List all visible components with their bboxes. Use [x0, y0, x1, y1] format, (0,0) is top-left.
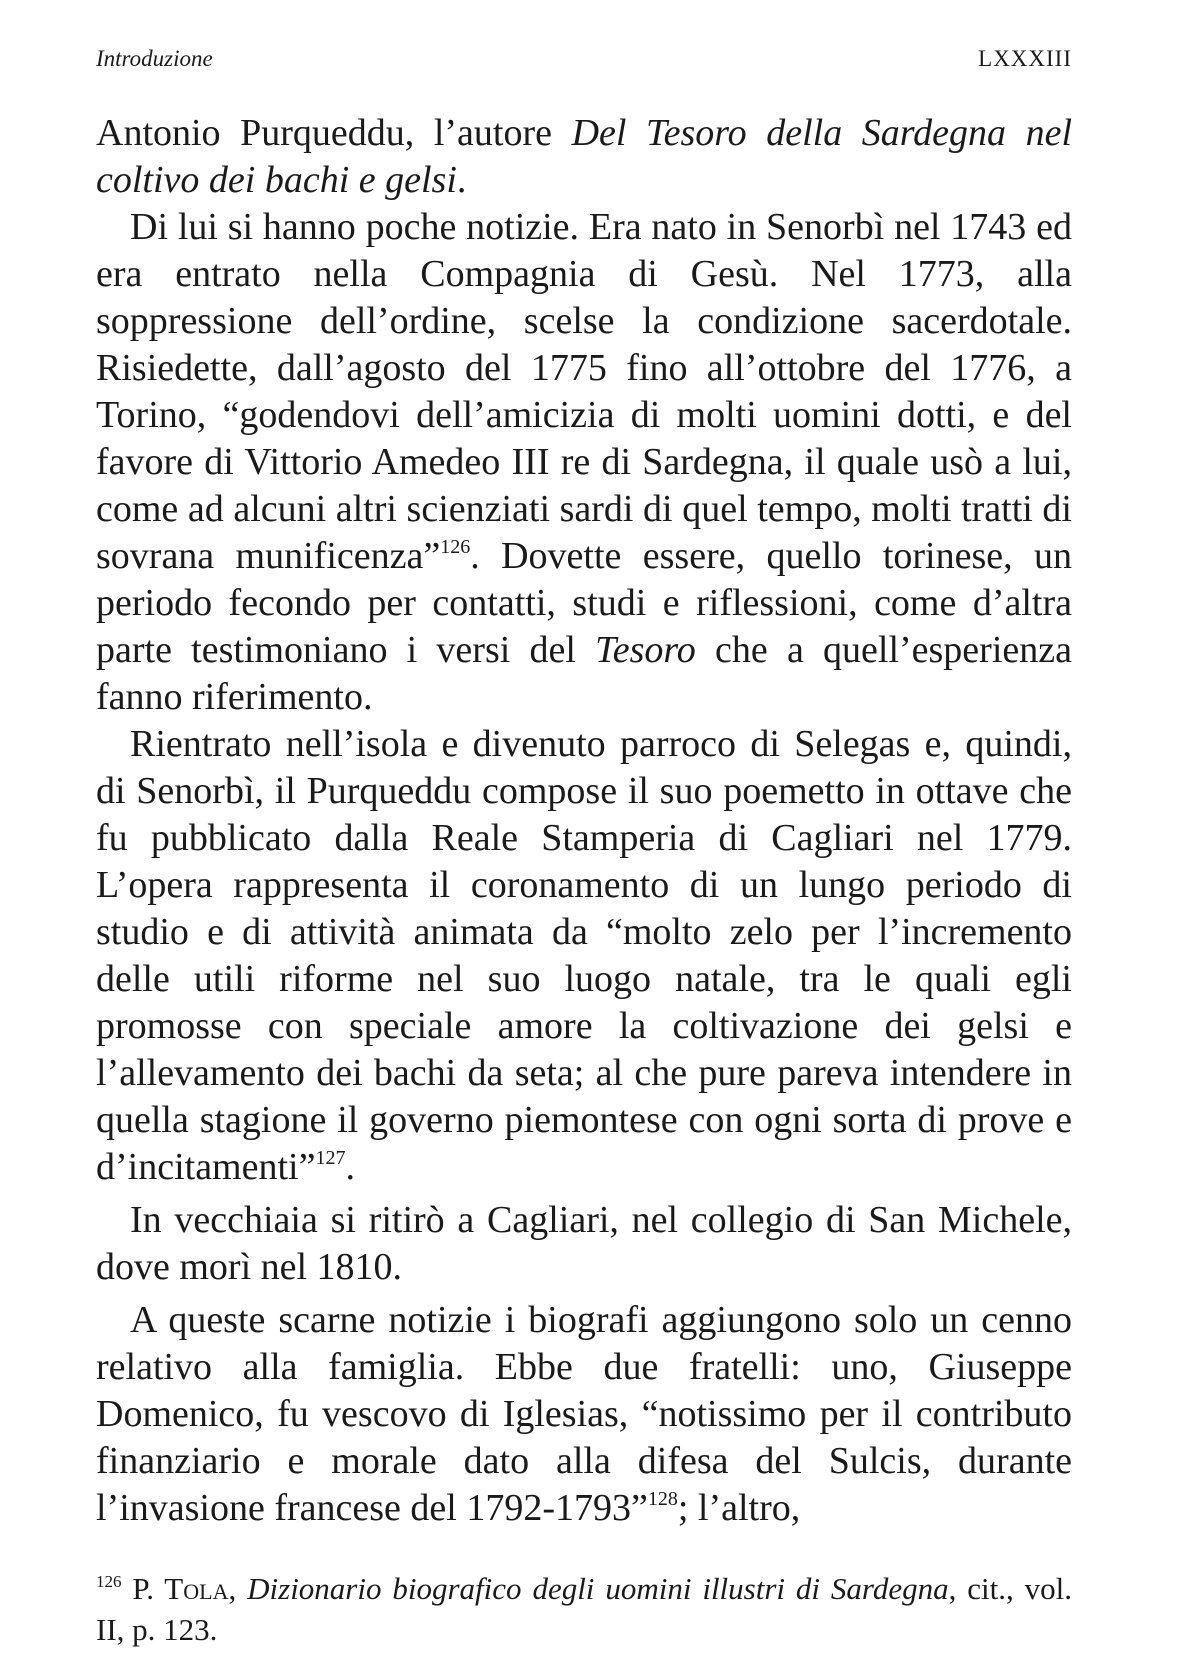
paragraph-text: Antonio Purqueddu, l’autore: [96, 112, 572, 154]
footnote-number: 126: [96, 1572, 122, 1591]
footnote-126: [96, 1568, 1072, 1650]
paragraph-text: .: [345, 1146, 355, 1188]
paragraph-text: .: [456, 159, 467, 201]
paragraph-3: [96, 721, 1072, 1191]
footnotes: [96, 1568, 1072, 1650]
page-number: LXXXIII: [978, 46, 1072, 71]
work-title: Tesoro: [595, 629, 696, 671]
running-header: [96, 46, 1072, 76]
footnote-text: , cit., vol. II, p. 123.: [96, 1571, 1073, 1647]
paragraph-text: ; l’altro,: [677, 1487, 801, 1529]
footnote-title: Dizionario biografico degli uomini illustri di Sardegna: [247, 1571, 949, 1606]
paragraph-5: [96, 1297, 1072, 1532]
paragraph-text: In vecchiaia si ritirò a Cagliari, nel collegio di San Michele, dove morì nel 1810.: [96, 1199, 1072, 1288]
paragraph-2: [96, 204, 1072, 721]
footnote-author: [132, 1571, 228, 1606]
document-page: [96, 0, 1072, 1663]
body-text: [96, 110, 1072, 1532]
paragraph-text: A queste scarne notizie i biografi aggiungono solo un cenno relativo alla famiglia. Ebbe due fratelli: uno, Giuseppe Domenico, fu vescovo di Iglesias, “notissimo per il contributo finanziario e morale dato alla difesa del Sulcis, durante l’invasione francese del 1792-1793”: [96, 1299, 1072, 1529]
paragraph-text: che a quell’esperienza fanno riferimento.: [96, 629, 1072, 718]
paragraph-1: [96, 110, 1072, 204]
work-title: Del Tesoro della Sardegna nel coltivo dei bachi e gelsi: [96, 112, 1072, 201]
paragraph-text: . Dovette essere, quello torinese, un periodo fecondo per contatti, studi e riflessioni, come d’altra parte testimoniano i versi del: [96, 535, 1072, 671]
paragraph-4: [96, 1197, 1072, 1291]
footnote-sep: ,: [228, 1571, 248, 1606]
paragraph-text: Di lui si hanno poche notizie. Era nato in Senorbì nel 1743 ed era entrato nella Compagnia di Gesù. Nel 1773, alla soppressione dell’ordine, scelse la condizione sacerdotale. Risiedette, dall’agosto del 1775 fino all’ottobre del 1776, a Torino, “godendovi dell’amicizia di molti uomini dotti, e del favore di Vittorio Amedeo III re di Sardegna, il quale usò a lui, come ad alcuni altri scienziati sardi di quel tempo, molti tratti di sovrana munificenza”: [96, 206, 1072, 577]
section-title: Introduzione: [96, 46, 213, 71]
footnote-ref-126[interactable]: 126: [440, 536, 471, 558]
author-initial: P. T: [132, 1571, 184, 1606]
footnote-ref-128[interactable]: 128: [647, 1488, 678, 1510]
author-rest: ola: [183, 1571, 229, 1606]
footnote-ref-127[interactable]: 127: [315, 1147, 346, 1169]
paragraph-text: Rientrato nell’isola e divenuto parroco di Selegas e, quindi, di Senorbì, il Purqueddu compose il suo poemetto in ottave che fu pubblicato dalla Reale Stamperia di Cagliari nel 1779. L’opera rappresenta il coronamento di un lungo periodo di studio e di attività animata da “molto zelo per l’incremento delle utili riforme nel suo luogo natale, tra le quali egli promosse con speciale amore la coltivazione dei gelsi e l’allevamento dei bachi da seta; al che pure pareva intendere in quella stagione il governo piemontese con ogni sorta di prove e d’incitamenti”: [96, 723, 1072, 1188]
